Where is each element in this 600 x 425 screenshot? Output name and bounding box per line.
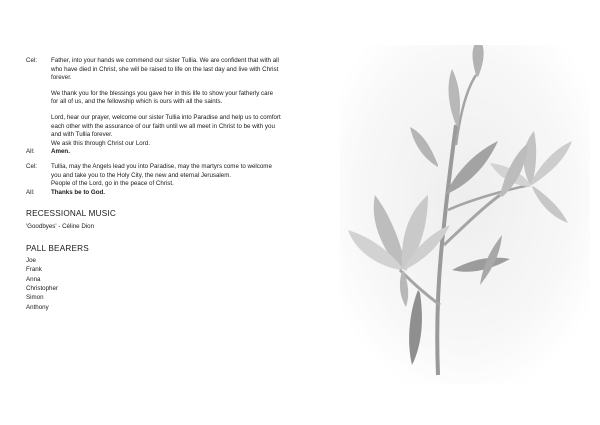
celebrant-prayer-block (26, 57, 281, 148)
pallbearer-name: Joe (26, 256, 36, 264)
pallbearers-heading: PALL BEARERS (26, 243, 89, 253)
speaker-label: All: (26, 188, 35, 196)
prayer-paragraph: Father, into your hands we commend our sister Tullia. We are confident that with all who have died in Christ, she will be raised to life on the last day and live with Christ forever. (51, 57, 279, 82)
pallbearer-name: Anna (26, 275, 41, 283)
speaker-label: Cel: (26, 57, 38, 64)
service-text-column (26, 57, 281, 312)
recessional-song: 'Goodbyes' - Céline Dion (26, 223, 95, 231)
response-text: Amen. (51, 148, 70, 156)
prayer-body (51, 163, 281, 189)
pallbearer-name: Simon (26, 294, 44, 302)
congregation-response (26, 148, 281, 157)
speaker-label: All: (26, 148, 35, 156)
pallbearer-name: Christopher (26, 284, 58, 292)
pallbearer-name: Anthony (26, 303, 49, 311)
speaker-label: Cel: (26, 162, 38, 170)
prayer-paragraph: People of the Lord, go in the peace of Christ. (51, 180, 174, 188)
response-text: Thanks be to God. (51, 188, 105, 196)
celebrant-commendation-block (26, 163, 281, 189)
lily-illustration (340, 45, 590, 385)
recessional-heading: RECESSIONAL MUSIC (26, 209, 116, 219)
pallbearer-name: Frank (26, 266, 42, 274)
pallbearers-list (26, 256, 281, 312)
prayer-paragraph: We ask this through Christ our Lord. (51, 139, 150, 147)
prayer-paragraph: Lord, hear our prayer, welcome our sister Tullia into Paradise and help us to comfort each other with the assurance of our faith until we all meet in Christ to be with you and with Tullia forever. (51, 113, 281, 139)
prayer-body (51, 57, 281, 148)
prayer-paragraph: We thank you for the blessings you gave her in this life to show your fatherly care for all of us, and the fellowship which is ours with all the saints. (51, 89, 274, 106)
congregation-response (26, 189, 281, 198)
prayer-paragraph: Tullia, may the Angels lead you into Paradise, may the martyrs come to welcome you and take you to the Holy City, the new and eternal Jerusalem. (51, 162, 272, 179)
